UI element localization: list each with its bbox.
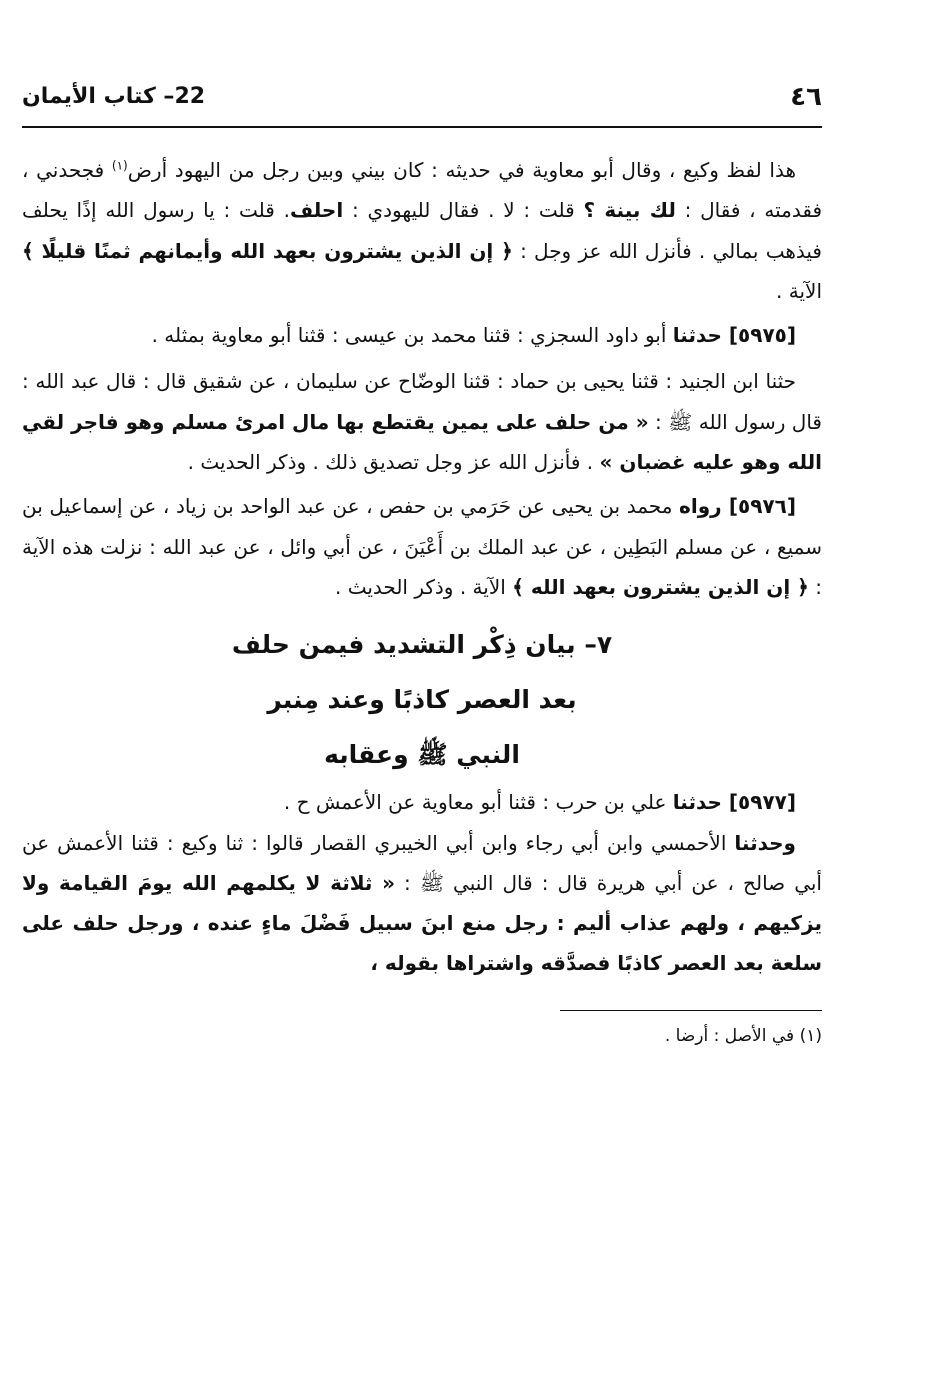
bold-text-run: احلف	[289, 198, 344, 223]
text-run: . فأنزل الله عز وجل تصديق ذلك . وذكر الحديث .	[187, 450, 600, 475]
text-run: علي بن حرب : قثنا أبو معاوية عن الأعمش ح .	[283, 790, 673, 815]
text-run: أبو داود السجزي : قثنا محمد بن عيسى : قثنا أبو معاوية بمثله .	[151, 323, 673, 348]
document-page	[22, 78, 822, 1051]
hadith-quote: « ثلاثة لا يكلمهم الله يومَ القيامة ولا يزكيهم ، ولهم عذاب أليم : رجل منع ابنَ سبيل فَضْلَ ماءٍ عنده ، ورجل حلف على سلعة بعد العصر كاذبًا فصدَّقه واشتراها بقوله ،	[22, 870, 822, 976]
text-run: حثنا ابن الجنيد : قثنا يحيى بن حماد : قثنا الوضّاح عن سليمان ، عن شقيق قال : قال عبد الله : قال رسول الله ﷺ :	[22, 369, 822, 434]
footnote-marker: (١)	[111, 158, 128, 173]
bold-text-run: وحدثنا	[734, 830, 796, 855]
text-run: الآية . وذكر الحديث .	[335, 574, 513, 599]
page-body	[22, 128, 822, 1051]
section-heading	[22, 617, 822, 782]
section-heading-line-1: ٧– بيان ذِكْر التشديد فيمن حلف	[231, 630, 613, 660]
hadith-number: [٥٩٧٧] حدثنا	[672, 790, 796, 815]
paragraph-3	[22, 361, 822, 482]
chapter-title: 22– كتاب الأيمان	[22, 84, 206, 109]
text-run: هذا لفظ وكيع ، وقال أبو معاوية في حديثه : كان بيني وبين رجل من اليهود أرض	[127, 158, 797, 182]
hadith-quote: « من حلف على يمين يقتطع بها مال امرئ مسلم وهو فاجر لقي الله وهو عليه غضبان »	[22, 409, 822, 475]
footnote-divider	[560, 1010, 822, 1012]
paragraph-hadith-5975	[22, 315, 822, 355]
section-heading-line-2: بعد العصر كاذبًا وعند مِنبر	[267, 685, 577, 715]
bold-text-run: لك بينة ؟	[583, 198, 676, 223]
text-run: محمد بن يحيى عن حَرَمي بن حفص ، عن عبد الواحد بن زياد ، عن إسماعيل بن سميع ، عن مسلم البَطِين ، عن عبد الملك بن أَعْيَنَ ، عن أبي وائل ، عن عبد الله : نزلت هذه الآية :	[22, 494, 822, 599]
text-run: قلت : لا . فقال لليهودي :	[343, 198, 584, 223]
section-heading-line-3: النبي ﷺ وعقابه	[324, 740, 520, 770]
hadith-number: [٥٩٧٥] حدثنا	[672, 323, 796, 348]
page-header	[22, 78, 822, 128]
text-run: الآية .	[776, 278, 822, 303]
text-run: . قلت : يا رسول الله إذًا يحلف فيذهب بمالي . فأنزل الله عز وجل :	[22, 198, 822, 263]
footnote: (١) في الأصل : أرضا .	[664, 1026, 822, 1047]
paragraph-hadith-5976	[22, 486, 822, 607]
paragraph-hadith-5977	[22, 782, 822, 822]
paragraph-6	[22, 823, 822, 984]
header-divider	[22, 126, 822, 128]
text-run: فجحدني ، فقدمته ، فقال :	[22, 158, 823, 223]
quran-verse: ﴿ إن الذين يشترون بعهد الله ﴾	[512, 574, 809, 599]
hadith-number: [٥٩٧٦] رواه	[679, 494, 796, 519]
text-run: الأحمسي وابن أبي رجاء وابن أبي الخيبري القصار قالوا : ثنا وكيع : قثنا الأعمش عن أبي صالح ، عن أبي هريرة قال : قال النبي ﷺ :	[22, 830, 822, 895]
paragraph-1	[22, 150, 822, 311]
page-number: ٤٦	[790, 82, 822, 112]
quran-verse: ﴿ إن الذين يشترون بعهد الله وأيمانهم ثمنًا قليلًا ﴾	[22, 238, 513, 263]
